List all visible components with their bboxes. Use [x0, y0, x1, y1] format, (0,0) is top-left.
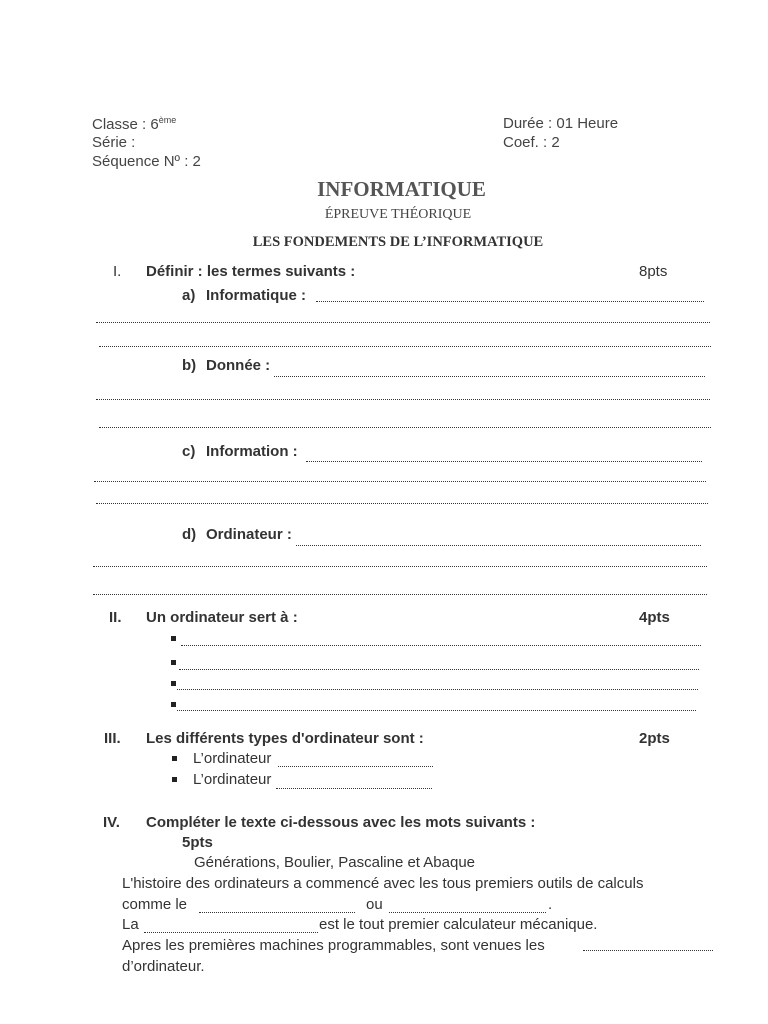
answer-line[interactable]	[306, 461, 702, 462]
answer-line[interactable]	[99, 427, 711, 428]
bullet-icon	[171, 681, 176, 686]
section-1-title: Définir : les termes suivants :	[146, 263, 356, 280]
answer-line[interactable]	[93, 566, 707, 567]
item-a-label: Informatique :	[206, 287, 306, 304]
paragraph-period: .	[548, 896, 553, 913]
answer-line[interactable]	[96, 399, 710, 400]
item-d-letter: d)	[182, 526, 197, 543]
item-d-label: Ordinateur :	[206, 526, 292, 543]
paragraph-line-5: d’ordinateur.	[122, 958, 205, 975]
answer-line[interactable]	[316, 301, 704, 302]
section-3-title: Les différents types d'ordinateur sont :	[146, 730, 424, 747]
section-2-points: 4pts	[639, 609, 670, 626]
answer-line[interactable]	[96, 322, 710, 323]
item-b-label: Donnée :	[206, 357, 271, 374]
topic-heading: LES FONDEMENTS DE L’INFORMATIQUE	[252, 234, 544, 250]
bullet-icon	[172, 777, 177, 782]
section-1-points: 8pts	[639, 263, 668, 280]
section-2-title: Un ordinateur sert à :	[146, 609, 298, 626]
answer-line[interactable]	[99, 346, 711, 347]
word-bank: Générations, Boulier, Pascaline et Abaque	[194, 854, 476, 871]
class-label: Classe : 6ème	[92, 115, 177, 133]
paragraph-line-4: Apres les premières machines programmables, sont venues les	[122, 937, 545, 954]
section-3-number: III.	[104, 730, 121, 747]
section-2-number: II.	[109, 609, 122, 626]
paragraph-line-1: L'histoire des ordinateurs a commencé avec les tous premiers outils de calculs	[122, 875, 644, 892]
serie-label: Série :	[92, 134, 136, 151]
computer-type-label: L’ordinateur	[193, 771, 272, 788]
computer-type-label: L’ordinateur	[193, 750, 272, 767]
answer-line[interactable]	[181, 645, 701, 646]
answer-line[interactable]	[389, 912, 546, 913]
answer-line[interactable]	[278, 766, 433, 767]
section-4-points: 5pts	[182, 834, 213, 851]
paragraph-line-3-start: La	[122, 916, 139, 933]
answer-line[interactable]	[94, 481, 706, 482]
sequence-label: Séquence Nº : 2	[92, 153, 201, 170]
answer-line[interactable]	[296, 545, 701, 546]
duration-label: Durée : 01 Heure	[503, 115, 619, 132]
paragraph-or: ou	[366, 896, 383, 913]
item-c-letter: c)	[182, 443, 196, 460]
item-b-letter: b)	[182, 357, 197, 374]
answer-line[interactable]	[93, 594, 707, 595]
page-title: INFORMATIQUE	[317, 177, 486, 201]
answer-line[interactable]	[177, 689, 698, 690]
bullet-icon	[172, 756, 177, 761]
section-1-number: I.	[113, 263, 122, 280]
page-subtitle: ÉPREUVE THÉORIQUE	[324, 207, 472, 222]
bullet-icon	[171, 660, 176, 665]
answer-line[interactable]	[179, 669, 699, 670]
answer-line[interactable]	[144, 932, 318, 933]
answer-line[interactable]	[274, 376, 705, 377]
section-4-number: IV.	[103, 814, 120, 831]
paragraph-line-2-start: comme le	[122, 896, 188, 913]
coefficient-label: Coef. : 2	[503, 134, 560, 151]
bullet-icon	[171, 702, 176, 707]
item-a-letter: a)	[182, 287, 196, 304]
section-4-title: Compléter le texte ci-dessous avec les mots suivants :	[146, 814, 536, 831]
answer-line[interactable]	[177, 710, 696, 711]
answer-line[interactable]	[199, 912, 355, 913]
item-c-label: Information :	[206, 443, 298, 460]
bullet-icon	[171, 636, 176, 641]
answer-line[interactable]	[276, 788, 432, 789]
answer-line[interactable]	[96, 503, 708, 504]
answer-line[interactable]	[583, 950, 713, 951]
section-3-points: 2pts	[639, 730, 670, 747]
paragraph-line-3-end: est le tout premier calculateur mécanique.	[319, 916, 598, 933]
